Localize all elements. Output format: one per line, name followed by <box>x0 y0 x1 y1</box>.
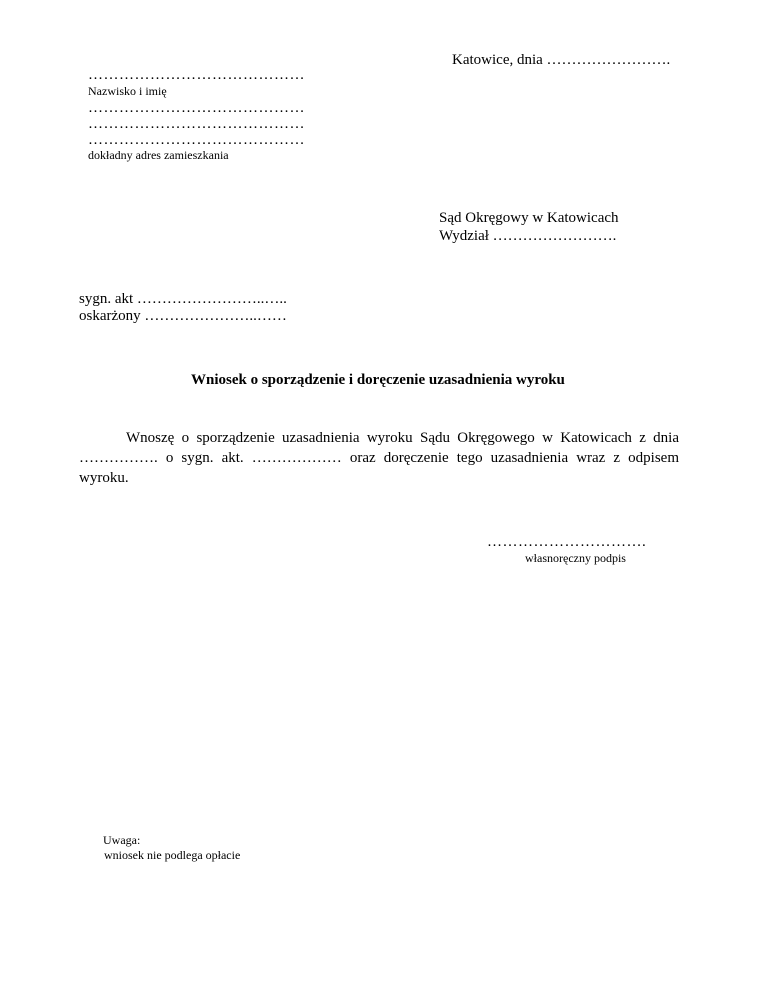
accused-field: oskarżony …………………..…… <box>79 308 287 324</box>
court-division: Wydział ……………………. <box>439 228 617 244</box>
case-number: sygn. akt ……………………..….. <box>79 291 287 307</box>
place-date: Katowice, dnia ……………………. <box>452 52 671 68</box>
address-label: dokładny adres zamieszkania <box>88 148 229 162</box>
signature-label: własnoręczny podpis <box>525 551 626 565</box>
address-dots-2: …………………………………… <box>88 116 305 132</box>
name-dots: …………………………………… <box>88 67 305 83</box>
note-text: wniosek nie podlega opłacie <box>104 848 241 862</box>
body-paragraph <box>79 428 679 488</box>
name-label: Nazwisko i imię <box>88 84 167 98</box>
note-heading: Uwaga: <box>103 833 141 847</box>
court-name: Sąd Okręgowy w Katowicach <box>439 210 619 226</box>
address-dots-3: …………………………………… <box>88 132 305 148</box>
signature-dots: …………………………. <box>487 534 647 550</box>
address-dots-1: …………………………………… <box>88 100 305 116</box>
body-text: Wnoszę o sporządzenie uzasadnienia wyroku Sądu Okręgowego w Katowicach z dnia ……………. o sygn. akt. ……………… oraz doręczenie tego uzasadnienia wraz z odpisem wyroku. <box>79 430 679 486</box>
document-title: Wniosek o sporządzenie i doręczenie uzasadnienia wyroku <box>191 372 565 388</box>
